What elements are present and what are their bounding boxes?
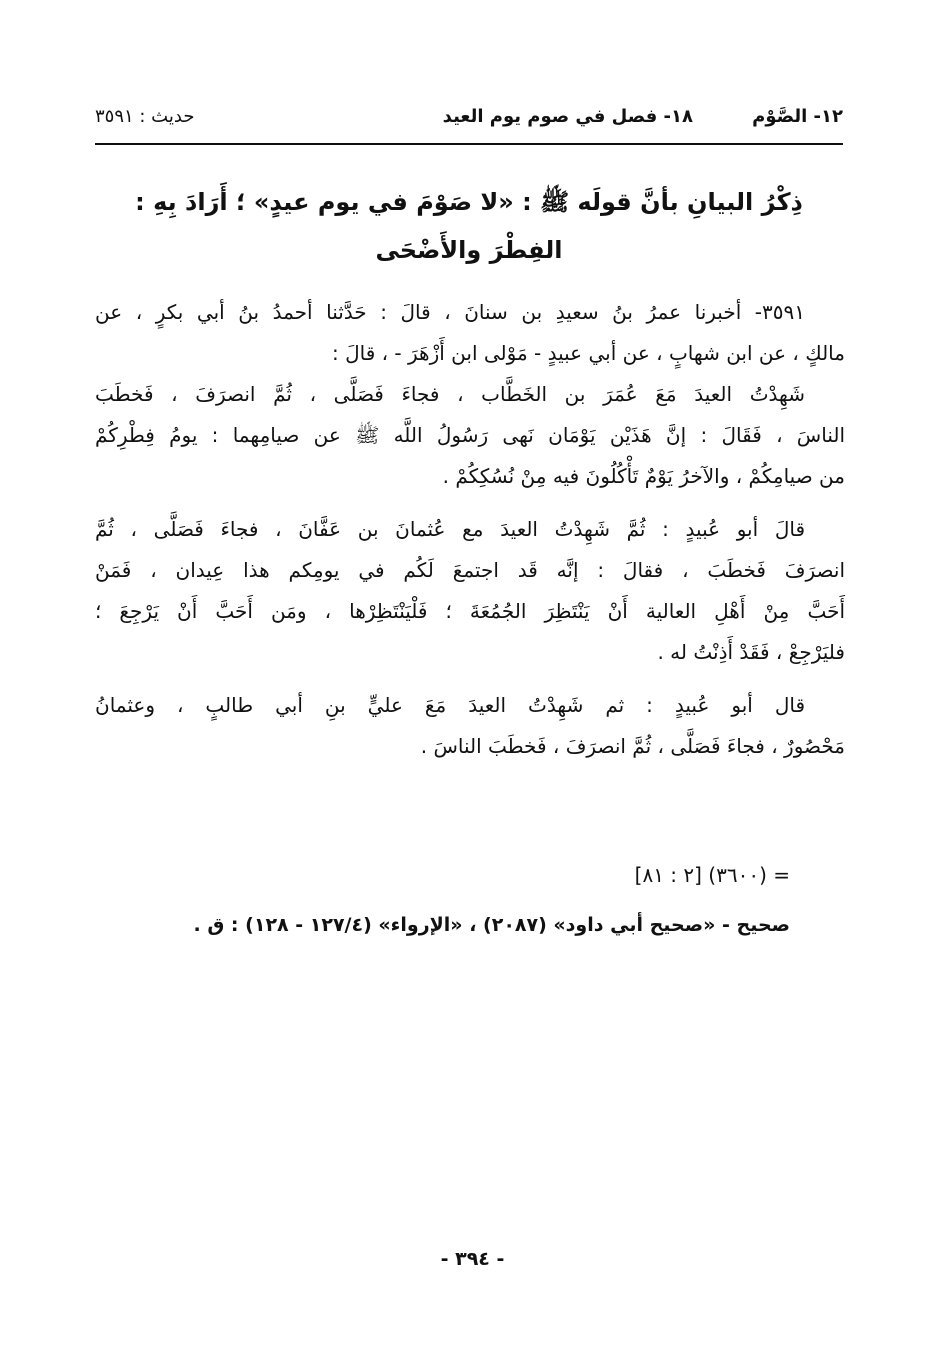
title-line-1: ذِكْرُ البيانِ بأنَّ قولَه ﷺ : «لا صَوْمَ في يوم عيدٍ» ؛ أَرَادَ بِهِ : (135, 188, 803, 216)
paragraph-isnad (95, 292, 845, 374)
header-rule (95, 143, 843, 145)
paragraph-umar (95, 374, 845, 497)
text-line: من صيامِكُمْ ، والآخرُ يَوْمٌ تَأْكُلُونَ فيه مِنْ نُسُكِكُمْ . (442, 464, 845, 488)
header-section: ١٨- فصل في صوم يوم العيد (442, 106, 693, 127)
text-line: ٣٥٩١- أخبرنا عمرُ بنُ سعيدِ بن سنانَ ، قالَ : حَدَّثنا أحمدُ بنُ أبي بكرٍ ، عن (95, 300, 805, 324)
paragraph-ali (95, 685, 845, 767)
page-number: - ٣٩٤ - (440, 1248, 505, 1270)
header-chapter: ١٢- الصَّوْم (752, 106, 843, 127)
header-hadith-number: حديث : ٣٥٩١ (95, 106, 195, 127)
running-header (95, 100, 843, 140)
cross-reference: = (٣٦٠٠) [٢ : ٨١] (634, 863, 790, 887)
hadith-text (95, 292, 845, 767)
text-line: قالَ أبو عُبيدٍ : ثُمَّ شَهِدْتُ العيدَ مع عُثمانَ بن عَفَّانَ ، فجاءَ فَصَلَّى ، ثُمَّ (95, 517, 805, 541)
text-line: الناسَ ، فَقَالَ : إنَّ هَذَيْن يَوْمَان نَهى رَسُولُ اللَّه ﷺ عن صيامِهما : يومُ فِطْرِكُمْ (95, 423, 845, 447)
title-line-2: الفِطْرَ والأَضْحَى (375, 236, 563, 264)
paragraph-uthman (95, 509, 845, 673)
text-line: أَحَبَّ مِنْ أَهْلِ العالية أَنْ يَنْتَظِرَ الجُمُعَةَ ؛ فَلْيَنْتَظِرْها ، ومَن أَحَبَّ أَنْ يَرْجِعَ ؛ (95, 599, 845, 623)
text-line: فليَرْجِعْ ، فَقَدْ أَذِنْتُ له . (657, 640, 845, 664)
text-line: انصرَفَ فَخطَبَ ، فقالَ : إنَّه قَد اجتمعَ لَكُم في يومِكم هذا عِيدان ، فَمَنْ (95, 558, 845, 582)
chapter-title (95, 178, 843, 274)
text-line: شَهِدْتُ العيدَ مَعَ عُمَرَ بن الخَطَّاب ، فجاءَ فَصَلَّى ، ثُمَّ انصرَفَ ، فَخطَبَ (95, 382, 805, 406)
hadith-grading: صحيح - «صحيح أبي داود» (٢٠٨٧) ، «الإرواء» (١٢٧/٤ - ١٢٨) : ق . (193, 914, 790, 936)
text-line: قال أبو عُبيدٍ : ثم شَهِدْتُ العيدَ مَعَ عليٍّ بنِ أبي طالبٍ ، وعثمانُ (95, 693, 805, 717)
text-line: مالكٍ ، عن ابن شهابٍ ، عن أبي عبيدٍ - مَوْلى ابن أَزْهَرَ - ، قالَ : (331, 341, 845, 365)
paragraph-gap (95, 497, 845, 509)
paragraph-gap (95, 673, 845, 685)
text-line: مَحْصُورٌ ، فجاءَ فَصَلَّى ، ثُمَّ انصرَفَ ، فَخطَبَ الناسَ . (420, 734, 845, 758)
